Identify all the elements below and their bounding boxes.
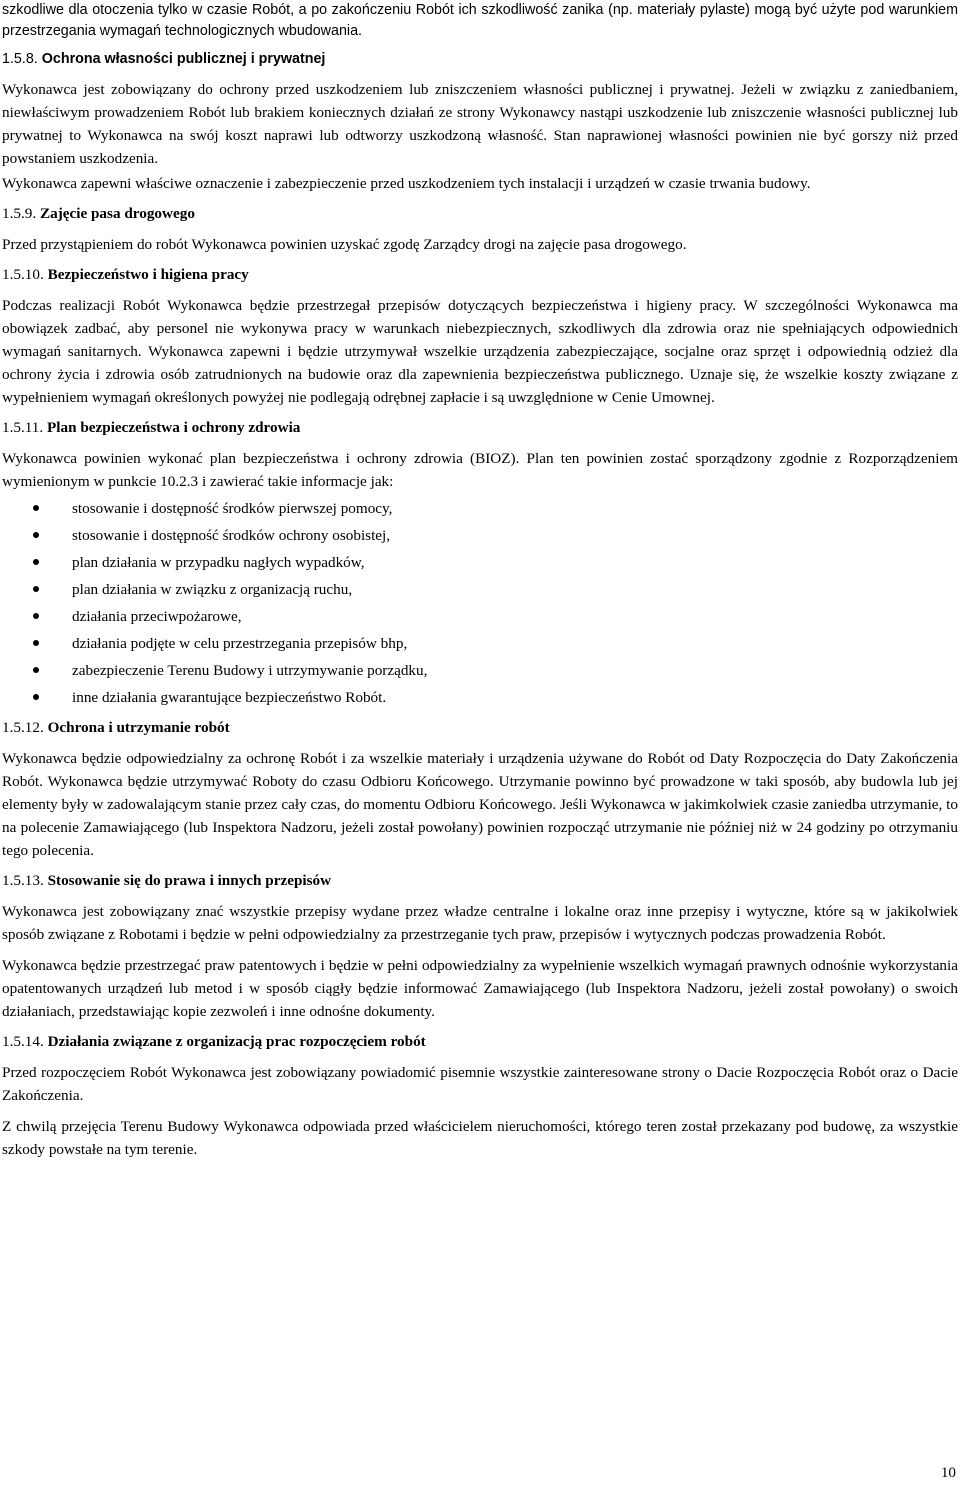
- paragraph: Wykonawca jest zobowiązany znać wszystkie przepisy wydane przez władze centralne i lokalne oraz inne przepisy i wytyczne, które są w jakikolwiek sposób związane z Robotami i będzie w pełni odpowiedzialny za przestrzeganie tych praw, przepisów i wytycznych podczas prowadzenia Robót.: [2, 903, 958, 943]
- section-title: Plan bezpieczeństwa i ochrony zdrowia: [47, 419, 301, 436]
- section-number: 1.5.14.: [2, 1033, 44, 1050]
- bullet-list: [2, 495, 958, 711]
- page-number: 10: [940, 1464, 956, 1481]
- section-1-5-14: [2, 1031, 958, 1161]
- section-1-5-10: [2, 264, 958, 409]
- paragraph: Z chwilą przejęcia Terenu Budowy Wykonawca odpowiada przed właścicielem nieruchomości, którego teren został przekazany pod budowę, za wszystkie szkody powstałe na tym terenie.: [2, 1118, 958, 1158]
- section-title: Stosowanie się do prawa i innych przepisów: [47, 872, 332, 889]
- bullet-icon: [33, 694, 39, 700]
- bullet-icon: [33, 532, 39, 538]
- list-item-text: stosowanie i dostępność środków pierwszej pomocy,: [72, 500, 393, 517]
- section-heading: [2, 264, 958, 286]
- paragraph: Przed rozpoczęciem Robót Wykonawca jest zobowiązany powiadomić pisemnie wszystkie zainteresowane strony o Dacie Rozpoczęcia Robót oraz o Dacie Zakończenia.: [2, 1064, 958, 1104]
- list-item-text: działania podjęte w celu przestrzegania przepisów bhp,: [72, 635, 408, 652]
- list-item: [2, 657, 958, 684]
- section-heading: [2, 717, 958, 739]
- list-item-text: inne działania gwarantujące bezpieczeństwo Robót.: [72, 689, 387, 706]
- section-heading: [2, 48, 958, 70]
- section-title: Zajęcie pasa drogowego: [39, 205, 195, 222]
- section-title: Działania związane z organizacją prac rozpoczęciem robót: [47, 1033, 426, 1050]
- list-item: [2, 684, 958, 711]
- section-title: Ochrona i utrzymanie robót: [47, 719, 230, 736]
- section-1-5-8: [2, 48, 958, 195]
- section-title: Ochrona własności publicznej i prywatnej: [41, 51, 326, 67]
- bullet-icon: [33, 559, 39, 565]
- list-item-text: plan działania w przypadku nagłych wypadków,: [72, 554, 365, 571]
- list-item-text: zabezpieczenie Terenu Budowy i utrzymywanie porządku,: [72, 662, 428, 679]
- paragraph: Przed przystąpieniem do robót Wykonawca powinien uzyskać zgodę Zarządcy drogi na zajęcie pasa drogowego.: [2, 236, 687, 253]
- list-item: [2, 603, 958, 630]
- section-heading: [2, 870, 958, 892]
- list-item: [2, 522, 958, 549]
- section-number: 1.5.10.: [2, 266, 44, 283]
- section-number: 1.5.8.: [2, 51, 38, 67]
- document-page: [2, 0, 958, 1169]
- section-heading: [2, 1031, 958, 1053]
- bullet-icon: [33, 667, 39, 673]
- list-item: [2, 495, 958, 522]
- list-item: [2, 630, 958, 657]
- paragraph: Wykonawca będzie przestrzegać praw patentowych i będzie w pełni odpowiedzialny za wypełnienie wszelkich wymagań prawnych odnośnie wykorzystania opatentowanych urządzeń lub metod i w sposób ciągły będzie informować Zamawiającego (lub Inspektora Nadzoru, jeżeli został powołany) o swoich działaniach, przedstawiając kopie zezwoleń i inne odnośne dokumenty.: [2, 957, 958, 1020]
- list-item: [2, 549, 958, 576]
- paragraph: Wykonawca jest zobowiązany do ochrony przed uszkodzeniem lub zniszczeniem własności publicznej i prywatnej. Jeżeli w związku z zaniedbaniem, niewłaściwym prowadzeniem Robót lub brakiem koniecznych działań ze strony Wykonawcy nastąpi uszkodzenie lub zniszczenie własności publicznej lub prywatnej to Wykonawca na swój koszt naprawi lub odtworzy uszkodzoną własność. Stan naprawionej własności powinien nie być gorszy niż przed powstaniem uszkodzenia.: [2, 81, 958, 167]
- list-item-text: działania przeciwpożarowe,: [72, 608, 242, 625]
- section-number: 1.5.12.: [2, 719, 44, 736]
- paragraph: Wykonawca powinien wykonać plan bezpieczeństwa i ochrony zdrowia (BIOZ). Plan ten powinien zostać sporządzony zgodnie z Rozporządzeniem wymienionym w punkcie 10.2.3 i zawierać takie informacje jak:: [2, 450, 958, 490]
- section-title: Bezpieczeństwo i higiena pracy: [47, 266, 249, 283]
- section-1-5-11: [2, 417, 958, 711]
- section-1-5-9: [2, 203, 958, 256]
- paragraph: Wykonawca będzie odpowiedzialny za ochronę Robót i za wszelkie materiały i urządzenia używane do Robót od Daty Rozpoczęcia do Daty Zakończenia Robót. Wykonawca będzie utrzymywać Roboty do czasu Odbioru Końcowego. Utrzymanie powinno być prowadzone w taki sposób, aby budowla lub jej elementy były w zadowalającym stanie przez cały czas, do momentu Odbioru Końcowego. Jeśli Wykonawca w jakimkolwiek czasie zaniedba utrzymanie, to na polecenie Zamawiającego (lub Inspektora Nadzoru, jeżeli został powołany) powinien rozpocząć utrzymanie nie później niż w 24 godziny po otrzymaniu tego polecenia.: [2, 750, 958, 859]
- section-1-5-12: [2, 717, 958, 862]
- list-item: [2, 576, 958, 603]
- section-number: 1.5.11.: [2, 419, 44, 436]
- section-1-5-13: [2, 870, 958, 1023]
- paragraph: Wykonawca zapewni właściwe oznaczenie i zabezpieczenie przed uszkodzeniem tych instalacji i urządzeń w czasie trwania budowy.: [2, 175, 811, 192]
- bullet-icon: [33, 505, 39, 511]
- list-item-text: plan działania w związku z organizacją ruchu,: [72, 581, 353, 598]
- bullet-icon: [33, 613, 39, 619]
- bullet-icon: [33, 640, 39, 646]
- section-number: 1.5.13.: [2, 872, 44, 889]
- paragraph: Podczas realizacji Robót Wykonawca będzie przestrzegał przepisów dotyczących bezpieczeństwa i higieny pracy. W szczególności Wykonawca ma obowiązek zadbać, aby personel nie wykonywa pracy w warunkach niebezpiecznych, szkodliwych dla zdrowia oraz nie spełniających odpowiednich wymagań sanitarnych. Wykonawca zapewni i będzie utrzymywał wszelkie urządzenia zabezpieczające, socjalne oraz sprzęt i odpowiednią odzież dla ochrony życia i zdrowia osób zatrudnionych na budowie oraz dla zapewnienia bezpieczeństwa publicznego. Uznaje się, że wszelkie koszty związane z wypełnieniem wymagań określonych powyżej nie podlegają odrębnej zapłacie i są uwzględnione w Cenie Umownej.: [2, 297, 958, 406]
- section-number: 1.5.9.: [2, 205, 37, 222]
- section-heading: [2, 417, 958, 439]
- continued-paragraph: szkodliwe dla otoczenia tylko w czasie Robót, a po zakończeniu Robót ich szkodliwość zanika (np. materiały pylaste) mogą być użyte pod warunkiem przestrzegania wymagań technologicznych wbudowania.: [2, 2, 958, 39]
- bullet-icon: [33, 586, 39, 592]
- section-heading: [2, 203, 958, 225]
- list-item-text: stosowanie i dostępność środków ochrony osobistej,: [72, 527, 391, 544]
